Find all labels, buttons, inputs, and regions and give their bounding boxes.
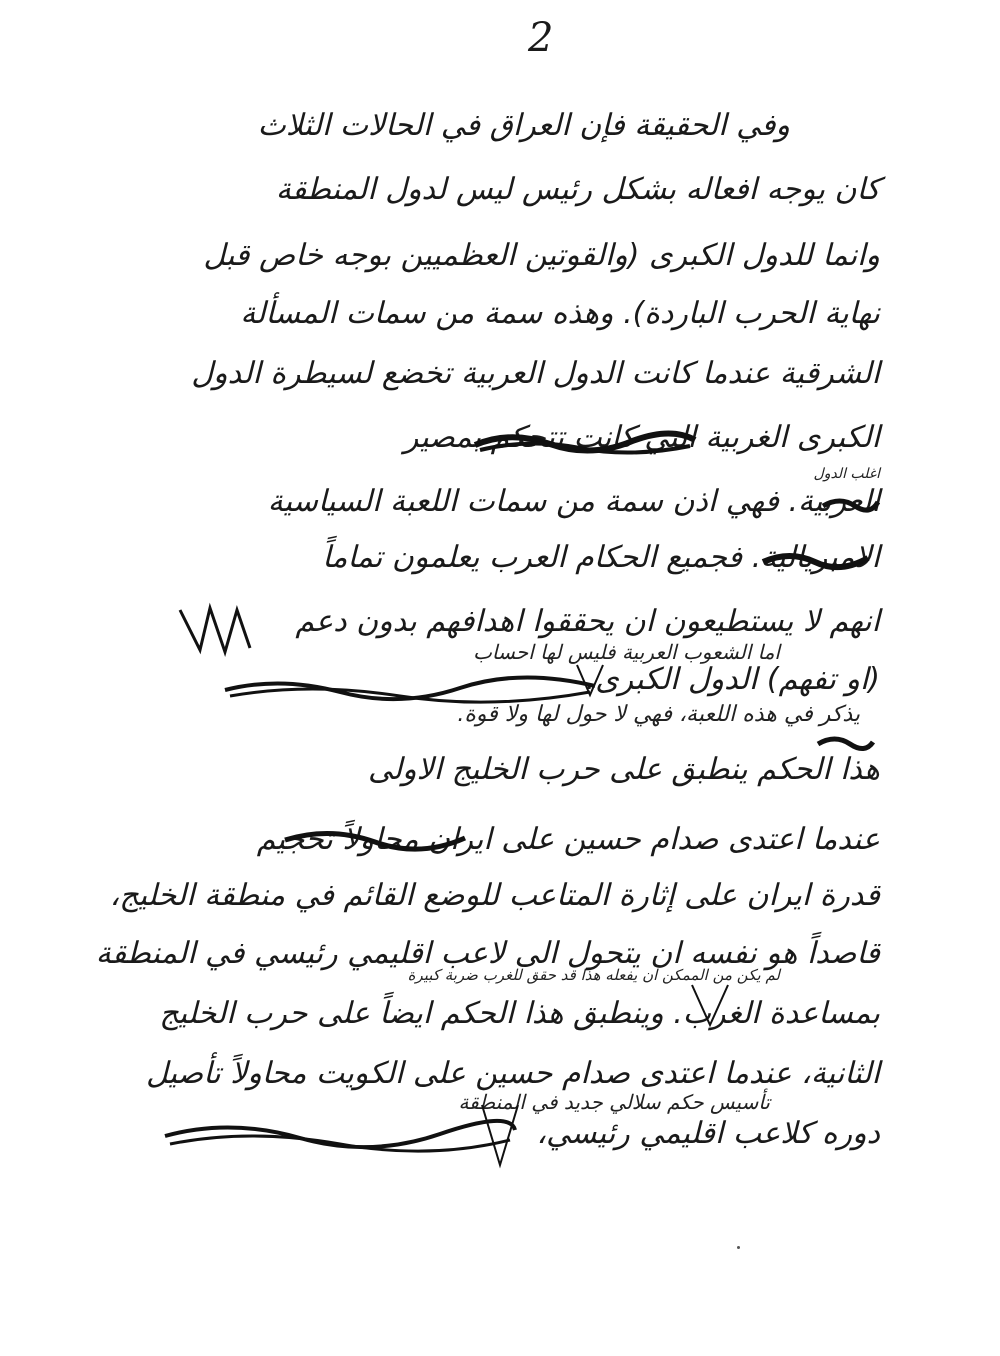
text-line-14: قاصداً هو نفسه ان يتحول الى لاعب اقليمي رئيسي في المنطقة xyxy=(95,936,880,971)
strikethrough-scribble xyxy=(175,600,255,660)
text-line-6: الكبرى الغربية التي كانت تتحكم بمصير xyxy=(403,420,880,455)
text-line-7: العربية. فهي اذن سمة من سمات اللعبة السياسية xyxy=(267,484,880,519)
text-line-2: كان يوجه افعاله بشكل رئيس ليس لدول المنطقة xyxy=(275,172,880,207)
text-line-10: (او تفهم) الدول الكبرى. xyxy=(585,662,880,697)
text-line-12: عندما اعتدى صدام حسين على ايران محاولاً تحجيم xyxy=(256,822,880,857)
text-line-1: وفي الحقيقة فإن العراق في الحالات الثلاث xyxy=(257,108,790,143)
text-line-4: نهاية الحرب الباردة). وهذه سمة من سمات المسألة xyxy=(240,296,880,331)
strikethrough-scribble xyxy=(160,1108,520,1158)
ink-dot xyxy=(737,1246,740,1249)
text-line-13: قدرة ايران على إثارة المتاعب للوضع القائم في منطقة الخليج، xyxy=(109,878,880,913)
text-line-16: الثانية، عندما اعتدى صدام حسين على الكويت محاولاً تأصيل xyxy=(146,1056,880,1091)
text-line-3: وانما للدول الكبرى (والقوتين العظميين بوجه خاص قبل xyxy=(203,238,880,273)
insertion-note: تأسيس حكم سلالي جديد في المنطقة xyxy=(458,1090,770,1114)
insertion-note: اما الشعوب العربية فليس لها احساب xyxy=(473,640,780,664)
insertion-note: يذكر في هذه اللعبة، فهي لا حول لها ولا قوة. xyxy=(457,702,860,727)
text-line-8: الامبريالية. فجميع الحكام العرب يعلمون تماماً xyxy=(322,540,880,575)
text-line-9: انهم لا يستطيعون ان يحققوا اهدافهم بدون دعم xyxy=(295,604,880,639)
insertion-note: لم يكن من الممكن ان يفعله هذا قد حقق للغرب ضربة كبيرة xyxy=(407,966,780,984)
text-line-15: بمساعدة الغرب. وينطبق هذا الحكم ايضاً على حرب الخليج xyxy=(159,996,880,1031)
text-line-11: هذا الحكم ينطبق على حرب الخليج الاولى xyxy=(367,752,880,787)
page-number: 2 xyxy=(528,15,554,61)
text-line-5: الشرقية عندما كانت الدول العربية تخضع لسيطرة الدول xyxy=(191,356,880,391)
text-line-17: دوره كلاعب اقليمي رئيسي، xyxy=(536,1116,880,1151)
margin-note: اغلب الدول xyxy=(813,466,880,482)
